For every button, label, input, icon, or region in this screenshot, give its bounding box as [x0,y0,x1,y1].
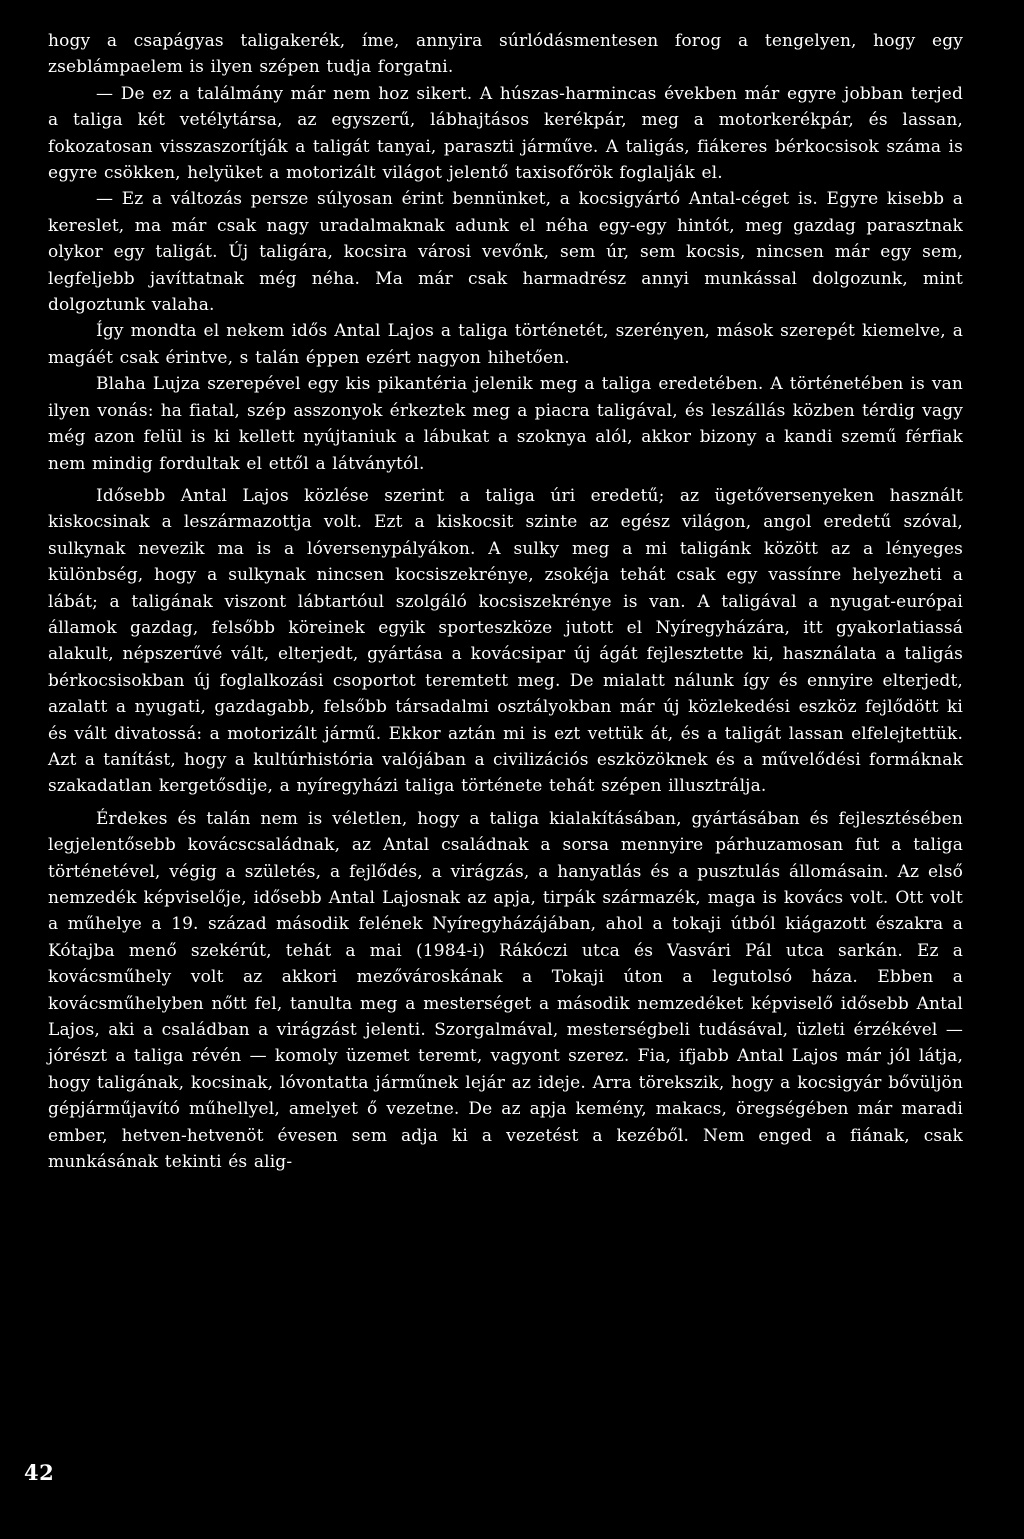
page-body [48,28,963,1175]
paragraph-dialogue-1: — De ez a találmány már nem hoz sikert. A húszas-harmincas években már egyre jobban terjed a taliga két vetélytársa, az egyszerű, lábhajtásos kerékpár, meg a motorkerékpár, és lassan, fokozatosan visszaszorítják a taligát tanyai, paraszti járműve. A taligás, fiákeres bérkocsisok száma is egyre csökken, helyüket a motorizált világot jelentő taxisofőrök foglalják el. [48,83,963,184]
paragraph-dialogue-2: — Ez a változás persze súlyosan érint bennünket, a kocsigyártó Antal-céget is. Egyre kisebb a kereslet, ma már csak nagy uradalmaknak adunk el néha egy-egy hintót, meg gazdag parasztnak olykor egy taligát. Új taligára, kocsira városi vevőnk, sem úr, sem kocsis, nincsen már egy sem, legfeljebb javíttatnak még néha. Ma már csak harmadrész annyi munkással dolgozunk, mint dolgoztunk valaha. [48,189,963,316]
paragraph-sulky-origin: Idősebb Antal Lajos közlése szerint a taliga úri eredetű; az ügetőversenyeken használt kiskocsinak a leszármazottja volt. Ezt a kiskocsit szinte az egész világon, angol eredetű szóval, sulkynak nevezik ma is a lóversenypályákon. A sulky meg a mi taligánk között az a lényeges különbség, hogy a sulkynak nincsen kocsiszekrénye, zsokéja tehát csak egy vassínre helyezheti a lábát; a taligának viszont lábtartóul szolgáló kocsiszekrénye is van. A taligával a nyugat-európai államok gazdag, felsőbb köreinek egyik sporteszköze jutott el Nyíregyházára, itt gyakorlatiassá alakult, népszerűvé vált, elterjedt, gyártása a kovácsipar új ágát fejlesztette ki, használata a taligás bérkocsisokban új foglalkozási csoportot teremtett meg. De mialatt nálunk így és ennyire elterjedt, azalatt a nyugati, gazdagabb, felsőbb társadalmi osztályokban már új közlekedési eszköz fejlődött ki és vált divatossá: a motorizált jármű. Ekkor aztán mi is ezt vettük át, és a taligát lassan elfelejtettük. Azt a tanítást, hogy a kultúrhistória valójában a civilizációs eszközöknek és a művelődési formáknak szakadatlan kergetősdije, a nyíregyházi taliga története tehát szépen illusztrálja. [48,485,963,797]
paragraph-blaha-lujza: Blaha Lujza szerepével egy kis pikantéria jelenik meg a taliga eredetében. A történetében is van ilyen vonás: ha fiatal, szép asszonyok érkeztek meg a piacra taligával, és leszállás közben térdig vagy még azon felül is ki kellett nyújtaniuk a lábukat a szoknya alól, akkor bizony a kandi szemű férfiak nem mindig fordultak el ettől a látványtól. [48,374,963,474]
paragraph-continuation: hogy a csapágyas taligakerék, íme, annyira súrlódásmentesen forog a tengelyen, hogy egy zseblámpaelem is ilyen szépen tudja forgatni. [48,31,963,78]
page-number: 42 [24,1460,55,1485]
paragraph-antal-family: Érdekes és talán nem is véletlen, hogy a taliga kialakításában, gyártásában és fejlesztésében legjelentősebb kovácscsaládnak, az Antal családnak a sorsa mennyire párhuzamosan fut a taliga történetével, végig a születés, a fejlődés, a virágzás, a hanyatlás és a pusztulás állomásain. Az első nemzedék képviselője, idősebb Antal Lajosnak az apja, tirpák származék, maga is kovács volt. Ott volt a műhelye a 19. század második felének Nyíregyházájában, ahol a tokaji útból kiágazott északra a Kótajba menő szekérút, tehát a mai (1984-i) Rákóczi utca és Vasvári Pál utca sarkán. Ez a kovácsműhely volt az akkori mezővároskának a Tokaji úton a legutolsó háza. Ebben a kovácsműhelyben nőtt fel, tanulta meg a mesterséget a második nemzedéket képviselő idősebb Antal Lajos, aki a családban a virágzást jelenti. Szorgalmával, mesterségbeli tudásával, üzleti érzékével — jórészt a taliga révén — komoly üzemet teremt, vagyont szerez. Fia, ifjabb Antal Lajos már jól látja, hogy taligának, kocsinak, lóvontatta járműnek lejár az ideje. Arra törekszik, hogy a kocsigyár bővüljön gépjárműjavító műhellyel, amelyet ő vezetne. De az apja kemény, makacs, öregségében már maradi ember, hetven-hetvenöt évesen sem adja ki a vezetést a kezéből. Nem enged a fiának, csak munkásának tekinti és alig- [48,808,963,1173]
paragraph-narration: Így mondta el nekem idős Antal Lajos a taliga történetét, szerényen, mások szerepét kiemelve, a magáét csak érintve, s talán éppen ezért nagyon hihetően. [48,321,963,368]
